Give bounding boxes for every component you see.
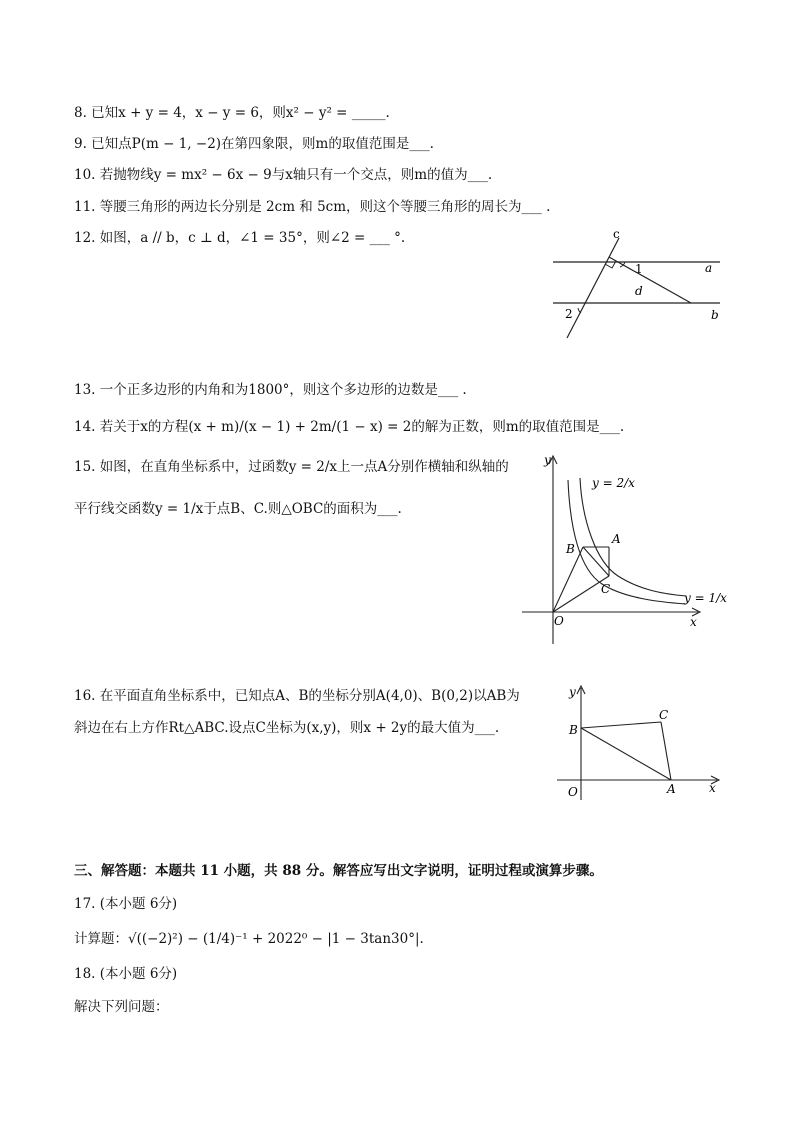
label-y: y bbox=[544, 453, 551, 467]
label-1: 1 bbox=[635, 262, 643, 276]
segment-BC bbox=[583, 547, 609, 576]
problem-18-text: 解决下列问题： bbox=[74, 999, 169, 1015]
curve-bottom-label: y = 1/x bbox=[684, 591, 727, 605]
problem-8: 8. 已知x + y = 4，x − y = 6，则x² − y² = _____. bbox=[74, 105, 390, 121]
label-A: A bbox=[612, 532, 621, 546]
label-c: c bbox=[613, 227, 620, 241]
label-x: x bbox=[690, 615, 697, 629]
label-C: C bbox=[601, 582, 611, 596]
curve-2-over-x bbox=[580, 478, 686, 596]
problem-13: 13. 一个正多边形的内角和为1800°，则这个多边形的边数是___ . bbox=[74, 382, 467, 398]
label-A: A bbox=[667, 782, 676, 796]
problem-14: 14. 若关于x的方程(x + m)/(x − 1) + 2m/(1 − x) = 2的解为正数，则m的取值范围是___. bbox=[74, 419, 625, 435]
curve-1-over-x bbox=[568, 480, 686, 604]
curve-top-label: y = 2/x bbox=[592, 476, 635, 490]
label-B: B bbox=[566, 542, 575, 556]
label-x: x bbox=[709, 781, 716, 795]
problem-15-line-2: 平行线交函数y = 1/x于点B、C.则△OBC的面积为___. bbox=[74, 501, 402, 517]
section-3-heading: 三、解答题：本题共 11 小题，共 88 分。解答应写出文字说明，证明过程或演算步骤。 bbox=[74, 863, 603, 879]
segment-CA bbox=[661, 722, 671, 780]
problem-18-header: 18. (本小题 6分) bbox=[74, 966, 178, 982]
label-C: C bbox=[659, 708, 669, 722]
line-d bbox=[609, 257, 691, 303]
angle-2-arc bbox=[578, 308, 581, 313]
problem-12: 12. 如图，a // b，c ⊥ d，∠1 = 35°，则∠2 = ___ °. bbox=[74, 230, 406, 246]
problem-11: 11. 等腰三角形的两边长分别是 2cm 和 5cm，则这个等腰三角形的周长为___ . bbox=[74, 199, 551, 215]
figure-15 bbox=[518, 450, 728, 650]
label-2: 2 bbox=[565, 307, 573, 321]
figure-12 bbox=[545, 226, 725, 344]
problem-16-line-2: 斜边在右上方作Rt△ABC.设点C坐标为(x,y)，则x + 2y的最大值为___. bbox=[74, 720, 500, 736]
label-O: O bbox=[554, 614, 564, 628]
label-b: b bbox=[711, 308, 719, 322]
segment-AB bbox=[581, 728, 671, 780]
problem-16-line-1: 16. 在平面直角坐标系中，已知点A、B的坐标分别A(4,0)、B(0,2)以AB为 bbox=[74, 688, 520, 704]
label-B: B bbox=[569, 723, 578, 737]
label-y: y bbox=[569, 685, 576, 699]
label-O: O bbox=[568, 785, 578, 799]
problem-17-text: 计算题：√((−2)²) − (1/4)⁻¹ + 2022⁰ − |1 − 3tan30°|. bbox=[74, 931, 424, 947]
figure-16 bbox=[555, 680, 725, 804]
problem-10: 10. 若抛物线y = mx² − 6x − 9与x轴只有一个交点，则m的值为___. bbox=[74, 167, 493, 183]
problem-17-header: 17. (本小题 6分) bbox=[74, 896, 178, 912]
label-d: d bbox=[635, 284, 643, 298]
segment-BC bbox=[581, 722, 661, 728]
line-c bbox=[567, 238, 619, 338]
label-a: a bbox=[705, 261, 713, 275]
problem-15-line-1: 15. 如图，在直角坐标系中，过函数y = 2/x上一点A分别作横轴和纵轴的 bbox=[74, 459, 509, 475]
problem-9: 9. 已知点P(m − 1, −2)在第四象限，则m的取值范围是___. bbox=[74, 136, 434, 152]
